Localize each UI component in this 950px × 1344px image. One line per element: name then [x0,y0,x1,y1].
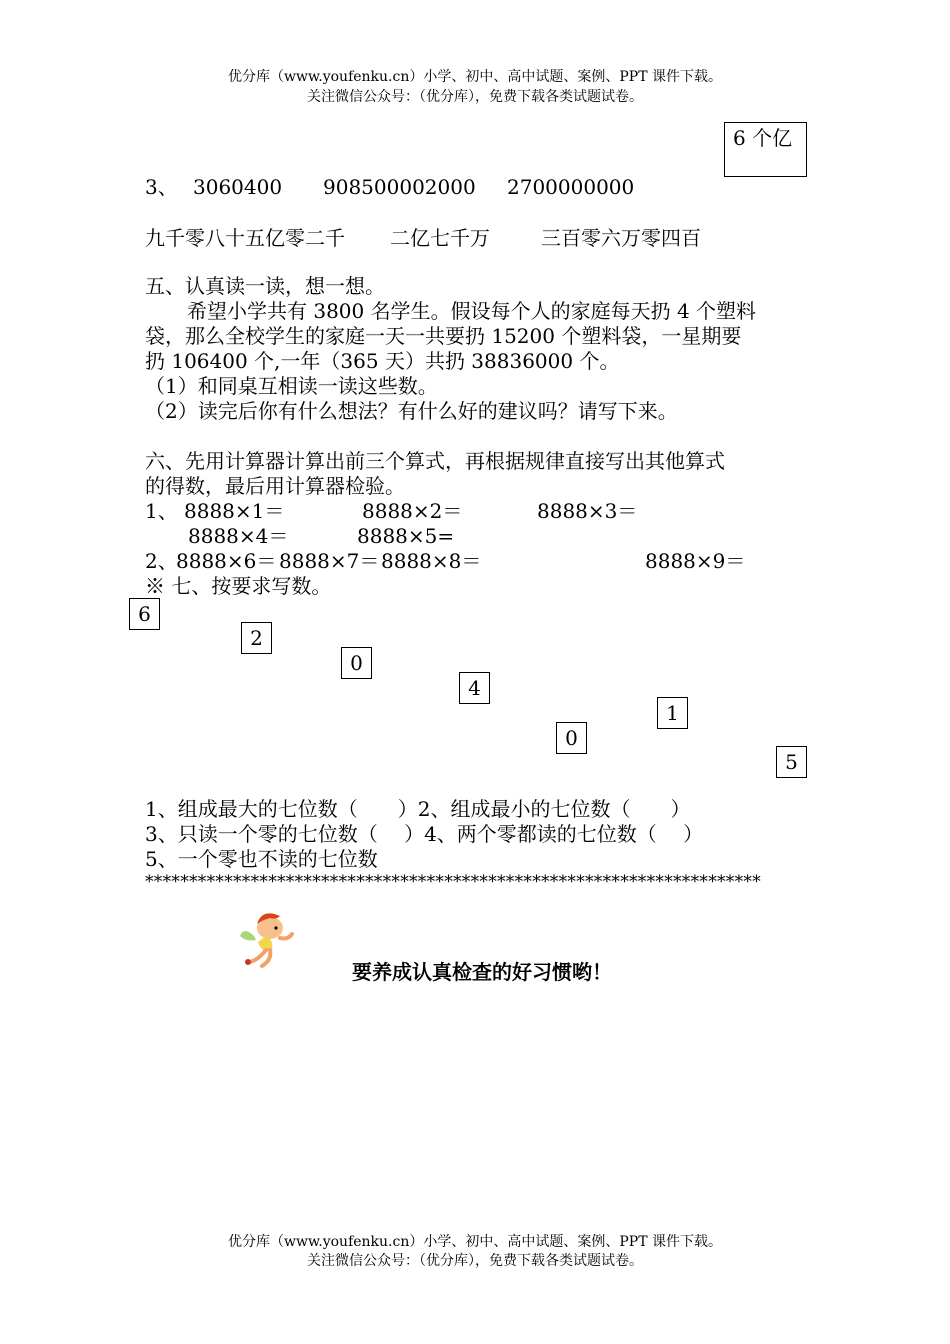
q3-number-3: 2700000000 [507,175,635,199]
sec5-title: 五、认真读一读，想一想。 [145,274,385,298]
expr-8888x1: 8888×1＝ [184,499,285,523]
sec5-paragraph-line-2: 袋，那么全校学生的家庭一天一共要扔 15200 个塑料袋，一星期要 [145,324,742,348]
sec7-title: ※ 七、按要求写数。 [145,574,332,598]
expr-8888x2: 8888×2＝ [362,499,463,523]
motto-text: 要养成认真检查的好习惯哟！ [352,960,612,984]
header-line-1: 优分库（www.youfenku.cn）小学、初中、高中试题、案例、PPT 课件下载。 [227,69,722,85]
footer-line-2: 关注微信公众号：（优分库），免费下载各类试题试卷。 [307,1253,643,1269]
sec6-title-line-2: 的得数，最后用计算器检验。 [145,474,405,498]
sec7-question-line-1: 1、组成最大的七位数（ ）2、组成最小的七位数（ ） [145,797,691,821]
digit-card: 1 [657,697,688,729]
sec6-row2-label: 2、 [145,549,178,573]
expr-8888x7: 8888×7＝ [279,549,380,573]
header-line-2: 关注微信公众号：（优分库），免费下载各类试题试卷。 [307,89,643,105]
star-divider: ********************************************************************** [145,872,761,892]
q3-number-2: 908500002000 [323,175,476,199]
q3-label: 3、 [145,175,178,199]
digit-card: 5 [776,746,807,778]
sec7-question-line-2: 3、只读一个零的七位数（ ）4、两个零都读的七位数（ ） [145,822,704,846]
digit-card: 0 [556,722,587,754]
q3-number-1: 3060400 [193,175,283,199]
digit-card: 2 [241,622,272,654]
sec5-question-1: （1）和同桌互相读一读这些数。 [145,374,438,398]
fairy-illustration [232,902,300,970]
digit-card: 0 [341,647,372,679]
sec6-row1-label: 1、 [145,499,178,523]
sec5-paragraph-line-1: 希望小学共有 3800 名学生。假设每个人的家庭每天扔 4 个塑料 [187,299,757,323]
sec5-question-2: （2）读完后你有什么想法？有什么好的建议吗？请写下来。 [145,399,678,423]
expr-8888x8: 8888×8＝ [381,549,482,573]
expr-8888x3: 8888×3＝ [537,499,638,523]
expr-8888x5: 8888×5= [357,524,455,548]
q3-words-3: 三百零六万零四百 [541,226,701,250]
expr-8888x9: 8888×9＝ [645,549,746,573]
q3-words-2: 二亿七千万 [390,226,490,250]
expr-8888x6: 8888×6＝ [176,549,277,573]
sec7-question-line-3: 5、一个零也不读的七位数 [145,847,378,871]
q3-words-1: 九千零八十五亿零二千 [145,226,345,250]
digit-card: 4 [459,672,490,704]
sec6-title-line-1: 六、先用计算器计算出前三个算式，再根据规律直接写出其他算式 [145,449,725,473]
digit-card: 6 [129,598,160,630]
sec5-paragraph-line-3: 扔 106400 个,一年（365 天）共扔 38836000 个。 [145,349,620,373]
expr-8888x4: 8888×4＝ [188,524,289,548]
footer-line-1: 优分库（www.youfenku.cn）小学、初中、高中试题、案例、PPT 课件下载。 [227,1234,722,1250]
answer-box-6-yi: 6 个亿 [724,122,807,177]
